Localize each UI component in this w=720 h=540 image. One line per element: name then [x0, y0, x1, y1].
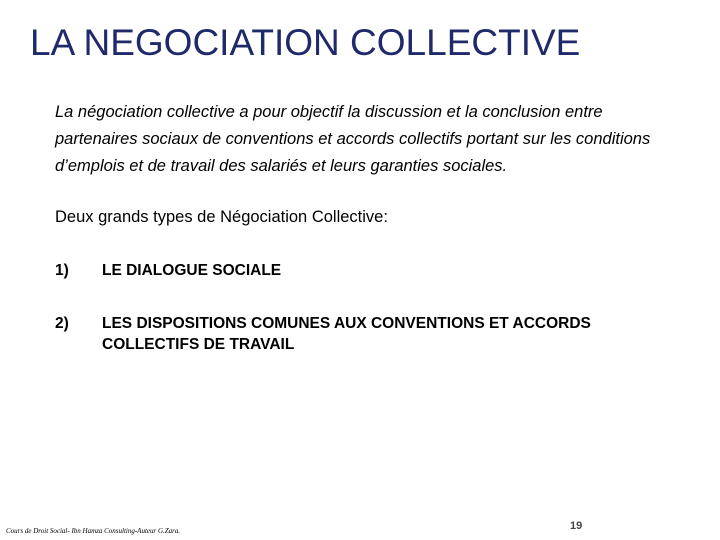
- list-item-number: 2): [55, 315, 69, 332]
- slide-title: LA NEGOCIATION COLLECTIVE: [30, 22, 581, 63]
- list-item-1: [55, 260, 655, 281]
- types-heading: Deux grands types de Négociation Collective:: [55, 208, 388, 226]
- list-item-text: LES DISPOSITIONS COMUNES AUX CONVENTIONS ET ACCORDS COLLECTIFS DE TRAVAIL: [102, 315, 591, 353]
- list-item-text: LE DIALOGUE SOCIALE: [102, 262, 282, 279]
- footer-credit: Cours de Droit Social- Ibn Hamza Consulting-Auteur G.Zara.: [6, 527, 181, 535]
- page-number: 19: [570, 520, 583, 532]
- intro-paragraph: La négociation collective a pour objectif la discussion et la conclusion entre partenaires sociaux de conventions et accords collectifs portant sur les conditions d’emplois et de travail des salariés et leurs garanties sociales.: [55, 103, 651, 175]
- list-item-2: [55, 313, 655, 355]
- list-item-number: 1): [55, 262, 69, 279]
